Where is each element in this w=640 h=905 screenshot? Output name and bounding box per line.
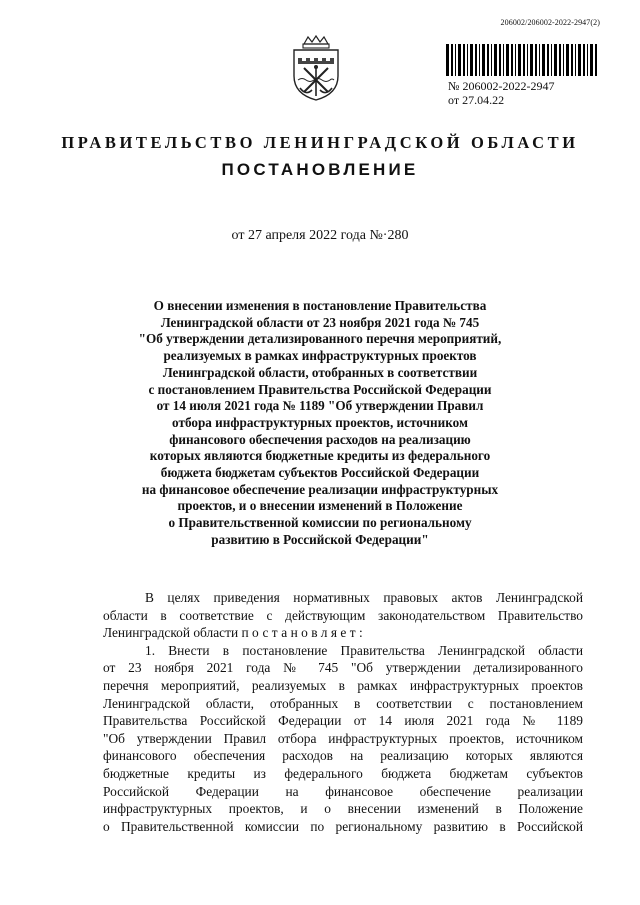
barcode-bar [479,44,480,76]
barcode-bar [566,44,569,76]
barcode-bar [515,44,516,76]
barcode-icon [446,44,598,76]
barcode-bar [503,44,504,76]
body-line: Правительства Российской Федерации от 14 июля 2021 года № 1189 [103,713,583,729]
subject-line: о Правительственной комиссии по региональному [168,515,472,531]
body-line: перечня мероприятий, реализуемых в рамках инфраструктурных проектов [103,677,583,693]
barcode-bar [487,44,489,76]
decree-subject [0,298,640,549]
registration-number: № 206002-2022-2947 [448,79,555,93]
barcode-bar [482,44,485,76]
barcode-bar [518,44,521,76]
decree-date-number: от 27 апреля 2022 года №·280 [231,228,409,243]
barcode-bar [530,44,533,76]
body-line: области в соответствие с действующим законодательством Правительство [103,607,583,623]
body-line-prefix: Ленинградской области [103,625,242,641]
subject-line: развитию в Российской Федерации" [211,531,429,547]
subject-line: от 14 июля 2021 года № 1189 "Об утверждении Правил [156,398,484,414]
barcode-bar [511,44,513,76]
barcode-bar [467,44,468,76]
body-line: о Правительственной комиссии по региональному развитию в Российской [103,818,583,834]
barcode-bar [463,44,465,76]
subject-line: бюджета бюджетам субъектов Российской Федерации [160,465,480,481]
document-code: 206002/206002-2022-2947(2) [500,18,600,27]
barcode-bar [578,44,581,76]
barcode-bar [470,44,473,76]
subject-line: на финансовое обеспечение реализации инфраструктурных [141,481,499,497]
barcode-bar [455,44,456,76]
subject-line: с постановлением Правительства Российской Федерации [148,381,492,397]
resolves-word: постановляет: [241,625,367,641]
barcode-bar [475,44,477,76]
registration-date: от 27.04.22 [448,93,505,107]
body-line: "Об утверждении Правил отбора инфраструктурных проектов, источником [103,730,583,746]
subject-line: О внесении изменения в постановление Правительства [153,298,487,313]
barcode-bar [491,44,492,76]
subject-line: "Об утверждении детализированного перечня мероприятий, [138,331,502,347]
subject-line: Ленинградской области от 23 ноября 2021 года № 745 [160,314,480,330]
subject-line: финансового обеспечения расходов на реализацию [169,431,471,447]
body-line: В целях приведения нормативных правовых актов Ленинградской [145,590,583,605]
government-title: ПРАВИТЕЛЬСТВО ЛЕНИНГРАДСКОЙ ОБЛАСТИ [61,133,579,152]
barcode-bar [551,44,552,76]
barcode-bar [595,44,597,76]
subject-line: которых являются бюджетные кредиты из федерального [149,448,491,464]
body-line: Российской Федерации на финансовое обеспечение реализации [103,783,583,799]
barcode-bar [575,44,576,76]
body-line-resolves [103,624,583,642]
barcode-bar [539,44,540,76]
barcode-bar [499,44,501,76]
barcode-bar [527,44,528,76]
body-line: 1. Внести в постановление Правительства Ленинградской области [145,642,583,658]
body-line: бюджетные кредиты из федерального бюджета бюджетам субъектов [103,765,583,781]
document-type: ПОСТАНОВЛЕНИЕ [221,160,419,179]
subject-line: реализуемых в рамках инфраструктурных проектов [163,348,477,364]
barcode-bar [506,44,509,76]
barcode-bar [458,44,461,76]
coat-of-arms-icon [286,34,346,102]
body-line: от 23 ноября 2021 года № 745 "Об утверждении детализированного [103,660,583,676]
barcode-bar [571,44,573,76]
body-line: Ленинградской области, отобранных в соответствии с постановлением [103,695,583,711]
body-line: финансового обеспечения расходов на реализацию которых являются [103,748,583,764]
barcode-bar [451,44,453,76]
registration-block [448,79,554,107]
barcode-bar [583,44,585,76]
barcode-bar [494,44,497,76]
barcode-bar [563,44,564,76]
barcode-bar [559,44,561,76]
barcode-bar [523,44,525,76]
barcode-bar [590,44,593,76]
barcode-bar [547,44,549,76]
subject-line: отбора инфраструктурных проектов, источником [172,414,468,430]
decree-body [103,589,583,835]
barcode-bar [446,44,449,76]
barcode-bar [542,44,545,76]
body-line: инфраструктурных проектов, и о внесении изменений в Положение [103,801,583,817]
barcode-bar [554,44,557,76]
barcode-bar [535,44,537,76]
barcode-bar [587,44,588,76]
subject-line: проектов, и о внесении изменений в Положение [177,498,463,514]
subject-line: Ленинградской области, отобранных в соответствии [162,364,478,380]
